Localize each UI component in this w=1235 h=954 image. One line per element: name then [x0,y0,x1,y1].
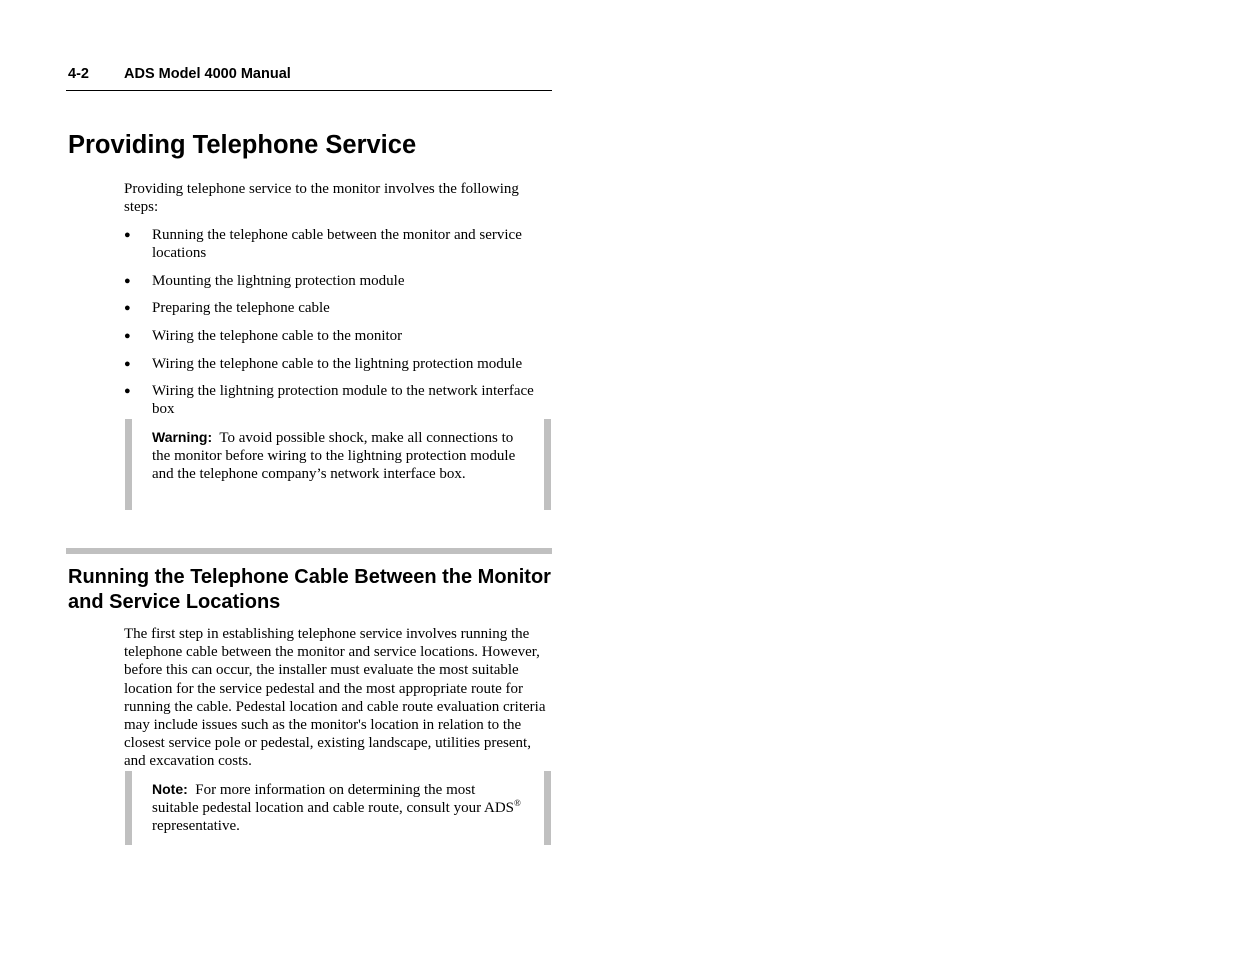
warning-text: To avoid possible shock, make all connections to the monitor before wiring to the lightning protection module and the telephone company’s network interface box. [152,430,516,483]
warning-label: Warning: [152,429,213,445]
list-item-text: Preparing the telephone cable [152,300,330,317]
bullet-icon: ● [124,357,131,370]
note-text: For more information on determining the most suitable pedestal location and cable route, consult your ADS [152,782,514,817]
list-item-text: Mounting the lightning protection module [152,272,405,289]
note-label: Note: [152,781,188,797]
section-divider [66,548,552,554]
page-header [68,66,291,82]
list-item [124,272,554,290]
list-item-text: Wiring the telephone cable to the monitor [152,327,403,344]
page-number: 4-2 [68,66,89,82]
section2-paragraph: The first step in establishing telephone service involves running the telephone cable between the monitor and service locations. However, before this can occur, the installer must evaluate the most suitable location for the service pedestal and the most appropriate route for running the cable. Pedestal location and cable route evaluation criteria may include issues such as the monitor's location in relation to the closest service pole or pedestal, existing landscape, utilities present, and excavation costs. [124,626,546,770]
list-item-text: Wiring the lightning protection module to the network interface box [152,383,534,418]
list-item-text: Running the telephone cable between the monitor and service locations [152,227,522,262]
intro-paragraph: Providing telephone service to the monitor involves the following steps: [124,181,519,216]
note-text-end: representative. [152,818,240,835]
warning-callout [125,419,551,510]
list-item [124,327,554,345]
steps-list [124,226,554,428]
header-divider [66,90,552,91]
list-item-text: Wiring the telephone cable to the lightning protection module [152,355,523,372]
note-callout [125,771,551,845]
bullet-icon: ● [124,329,131,342]
list-item [124,382,554,418]
bullet-icon: ● [124,229,131,241]
bullet-icon: ● [124,302,131,315]
list-item [124,226,554,262]
registered-mark: ® [514,798,521,809]
section-title-providing-telephone-service: Providing Telephone Service [68,131,417,159]
list-item [124,299,554,317]
section-title-running-cable: Running the Telephone Cable Between the Monitor and Service Locations [68,566,551,613]
manual-title: ADS Model 4000 Manual [124,66,291,82]
bullet-icon: ● [124,385,131,398]
bullet-icon: ● [124,274,131,287]
list-item [124,355,554,373]
